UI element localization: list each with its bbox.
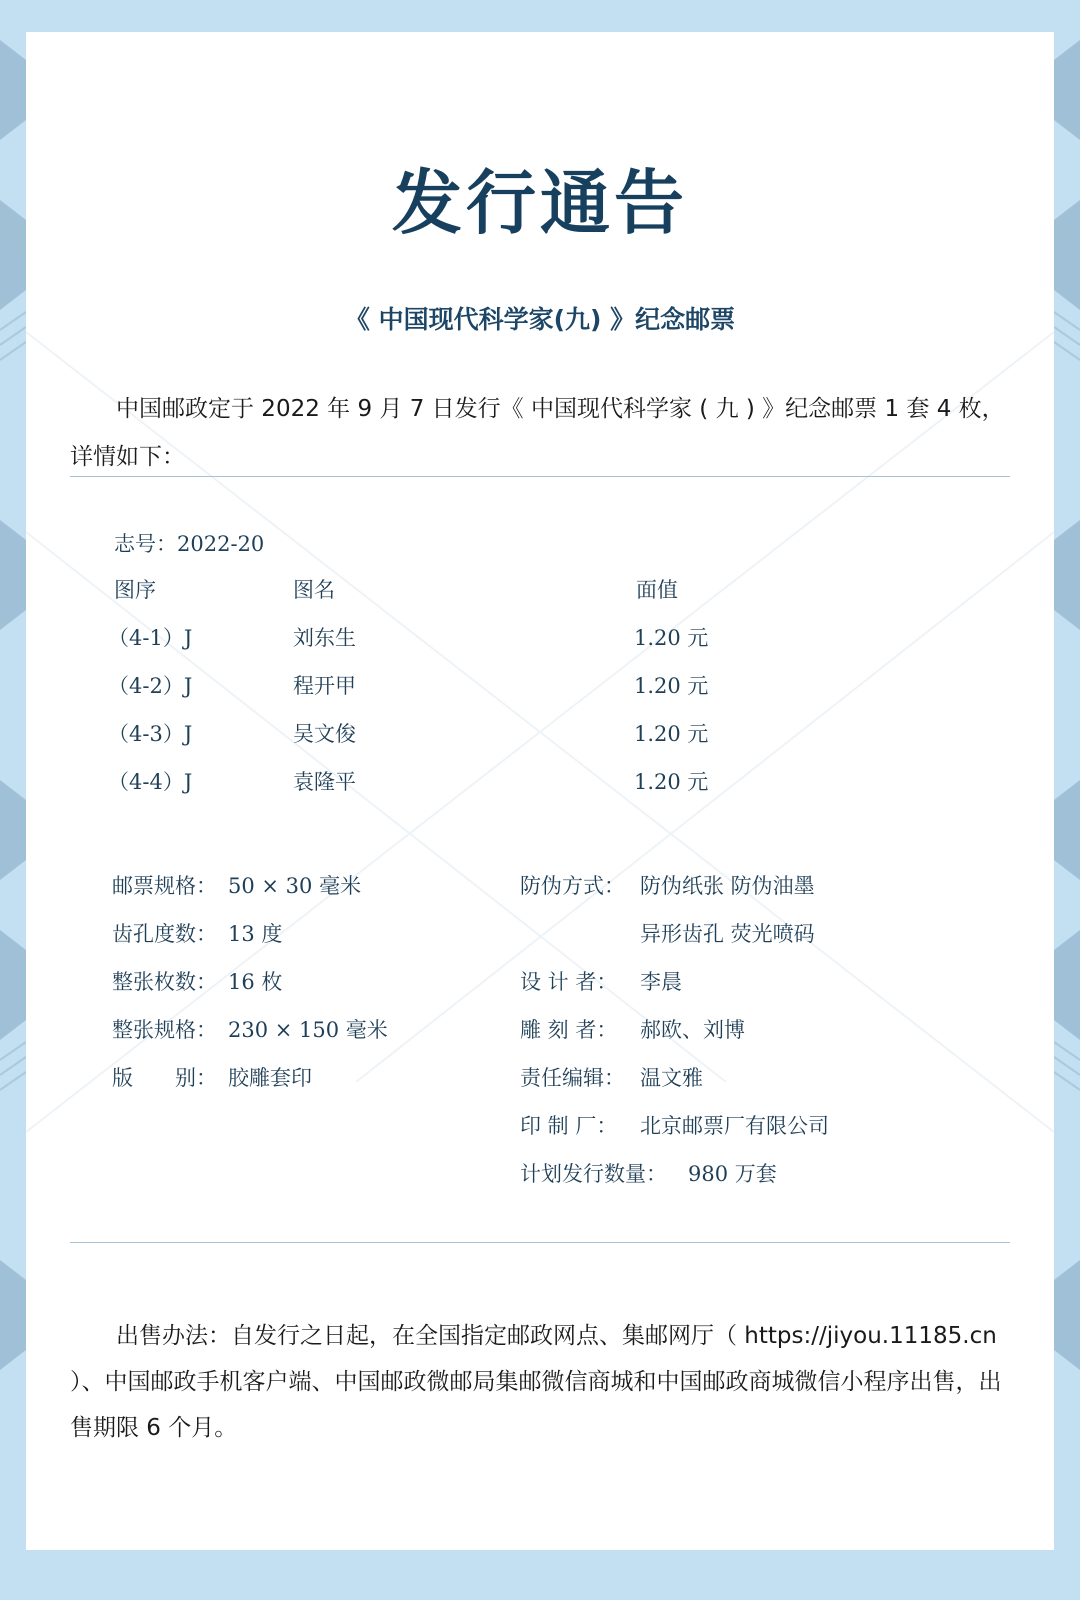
table-row-order: （4-3）J xyxy=(108,722,193,746)
table-row-order: （4-4）J xyxy=(108,770,193,794)
spec-value: 李晨 xyxy=(640,970,682,994)
sale-info-paragraph: 出售办法：自发行之日起，在全国指定邮政网点、集邮网厅（ https://jiyou.11185.cn ）、中国邮政手机客户端、中国邮政微邮局集邮微信商城和中国邮政商城微信小程序出售，出售期限 6 个月。 xyxy=(70,1323,1002,1441)
intro-paragraph: 中国邮政定于 2022 年 9 月 7 日发行《 中国现代科学家 ( 九 ) 》纪念邮票 1 套 4 枚，详情如下： xyxy=(70,396,1005,470)
table-row-name: 袁隆平 xyxy=(293,770,356,794)
table-row-name: 程开甲 xyxy=(293,674,356,698)
spec-label: 版 别： xyxy=(112,1066,217,1090)
header-name: 图名 xyxy=(293,578,335,602)
table-row-order: （4-1）J xyxy=(108,626,193,650)
spec-value: 50 × 30 毫米 xyxy=(228,874,362,898)
spec-label: 印 制 厂： xyxy=(520,1114,618,1138)
table-row-value: 1.20 元 xyxy=(634,722,709,746)
divider-top xyxy=(70,476,1010,477)
spec-value: 北京邮票厂有限公司 xyxy=(640,1114,829,1138)
divider-bottom xyxy=(70,1242,1010,1243)
table-row-name: 吴文俊 xyxy=(293,722,356,746)
left-border-decoration xyxy=(0,0,26,1600)
spec-label: 邮票规格： xyxy=(112,874,217,898)
spec-value: 980 万套 xyxy=(688,1162,777,1186)
stamp-set-title: 《 中国现代科学家(九) 》纪念邮票 xyxy=(344,305,736,334)
header-order: 图序 xyxy=(114,578,156,602)
spec-label: 齿孔度数： xyxy=(112,922,217,946)
table-row-value: 1.20 元 xyxy=(634,626,709,650)
header-value: 面值 xyxy=(636,578,678,602)
right-border-decoration xyxy=(1054,0,1080,1600)
spec-label: 雕 刻 者： xyxy=(520,1018,618,1042)
spec-label: 整张规格： xyxy=(112,1018,217,1042)
spec-label: 整张枚数： xyxy=(112,970,217,994)
spec-label: 计划发行数量： xyxy=(520,1162,667,1186)
spec-value: 异形齿孔 荧光喷码 xyxy=(640,922,815,946)
spec-value: 230 × 150 毫米 xyxy=(228,1018,388,1042)
table-row-value: 1.20 元 xyxy=(634,770,709,794)
table-row-name: 刘东生 xyxy=(293,626,356,650)
spec-value: 温文雅 xyxy=(640,1066,703,1090)
table-row-value: 1.20 元 xyxy=(634,674,709,698)
spec-value: 16 枚 xyxy=(228,970,283,994)
spec-label: 防伪方式： xyxy=(520,874,625,898)
spec-label: 设 计 者： xyxy=(520,970,618,994)
spec-value: 胶雕套印 xyxy=(228,1066,312,1090)
notice-card xyxy=(26,32,1054,1550)
spec-label: 责任编辑： xyxy=(520,1066,625,1090)
table-row-order: （4-2）J xyxy=(108,674,193,698)
page-title: 发行通告 xyxy=(392,162,688,244)
spec-value: 防伪纸张 防伪油墨 xyxy=(640,874,815,898)
serial-number: 志号：2022-20 xyxy=(114,532,265,556)
spec-value: 郝欧、刘博 xyxy=(640,1018,745,1042)
spec-value: 13 度 xyxy=(228,922,283,946)
